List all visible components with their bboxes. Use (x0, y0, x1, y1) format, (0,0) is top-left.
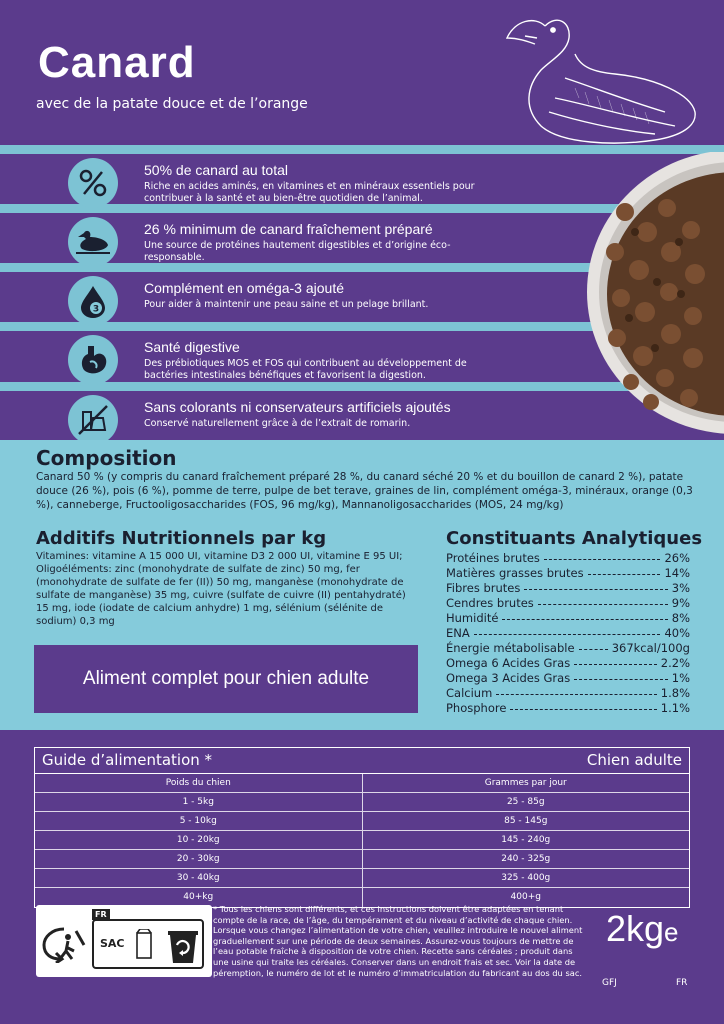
weight-cell: 5 - 10kg (179, 816, 217, 826)
constituant-label: Protéines brutes (446, 551, 540, 565)
grams-cell: 145 - 240g (362, 831, 690, 849)
constituant-value: 40% (664, 626, 690, 640)
table-row (35, 869, 689, 888)
constituant-value: 9% (671, 596, 690, 610)
benefit-text: Conservé naturellement grâce à de l’extrait de romarin. (144, 418, 411, 429)
composition-text: Canard 50 % (y compris du canard fraîchement préparé 28 %, du canard séché 20 % et du bouillon de canard 2 %), patate douce (26 %), pois (6 %), pomme de terre, pulpe de bet terave, graines de lin, complément oméga-3, minéraux, orange (0,3 %), canneberge, Fructooligosaccharides (FOS, 96 mg/kg), Mannanoligosaccharides (MOS, 24 mg/kg) (36, 471, 693, 511)
constituant-label: ENA (446, 626, 470, 640)
constituant-row (446, 701, 690, 716)
percent-icon (68, 158, 118, 208)
net-weight (606, 908, 679, 950)
estimated-sign: e (664, 917, 679, 947)
benefit-item (0, 272, 600, 330)
benefit-text: Des prébiotiques MOS et FOS qui contribuent au développement de bactéries intestinales bénéfiques et favorisent la digestion. (144, 358, 467, 381)
grams-cell: 400+g (362, 888, 690, 907)
constituant-label: Omega 3 Acides Gras (446, 671, 571, 685)
constituant-row (446, 581, 690, 596)
constituant-row (446, 641, 690, 656)
constituant-row (446, 611, 690, 626)
benefit-item (0, 213, 600, 271)
duck-icon (68, 217, 118, 267)
feeding-guide-title: Guide d’alimentation * (42, 751, 213, 769)
nutrition-section (0, 440, 724, 730)
complete-food-label: Aliment complet pour chien adulte (34, 645, 418, 713)
bag-icon (136, 929, 152, 959)
weight-cell: 20 - 30kg (176, 854, 220, 864)
constituant-label: Phosphore (446, 701, 507, 715)
table-row (35, 831, 689, 850)
constituant-value: 8% (671, 611, 690, 625)
constituants-title: Constituants Analytiques (446, 528, 703, 549)
constituant-row (446, 686, 690, 701)
constituant-value: 1% (671, 671, 690, 685)
constituant-row (446, 566, 690, 581)
product-title: Canard (38, 38, 196, 87)
feeding-guide-table (34, 747, 690, 908)
constituant-label: Calcium (446, 686, 493, 700)
weight-cell: 10 - 20kg (176, 835, 220, 845)
constituant-label: Humidité (446, 611, 499, 625)
grams-cell: 85 - 145g (362, 812, 690, 830)
constituant-value: 1.8% (660, 686, 690, 700)
constituant-label: Énergie métabolisable (446, 641, 575, 655)
net-weight-value: 2kg (606, 908, 665, 949)
constituant-value: 367kcal/100g (611, 641, 690, 655)
weight-cell: 1 - 5kg (182, 797, 214, 807)
constituant-row (446, 656, 690, 671)
additifs-title: Additifs Nutritionnels par kg (36, 528, 327, 549)
benefit-title: Sans colorants ni conservateurs artificiels ajoutés (144, 399, 451, 415)
column-header: Grammes par jour (362, 774, 690, 792)
duck-illustration-icon (505, 8, 700, 148)
additifs-text: Vitamines: vitamine A 15 000 UI, vitamine D3 2 000 UI, vitamine E 95 UI; Oligoéléments: zinc (monohydrate de sulfate de zinc) 50 mg, fer (monohydrate de sulfate de fer (II)) 50 mg, manganèse (monohydrate de sulfate de manganèse) 35 mg, cuivre (sulfate de cuivre (II) pentahydraté) 15 mg, iode (iodate de calcium anhydre) 1 mg, sélénium (sélénite de sodium) 0,3 mg (36, 551, 406, 627)
column-header: Poids du chien (165, 778, 231, 788)
triman-icon (40, 925, 88, 963)
constituant-label: Omega 6 Acides Gras (446, 656, 571, 670)
gfj-code: GFJ (602, 978, 617, 988)
constituant-label: Fibres brutes (446, 581, 521, 595)
feeding-guide-header (35, 748, 689, 774)
footnote: * Tous les chiens sont différents, et ces instructions doivent être adaptées en tenant compte de la race, de l’âge, du tempérament et du niveau d’activité de chaque chien. Lorsque vous changez l’alimentation de votre chien, veuillez introduire le nouvel aliment graduellement sur une période de deux semaines. Assurez-vous toujours de mettre de l’eau potable fraîche à disposition de votre chien. Recette sans céréales ; produit dans une usine qui traite les céréales. Conserver dans un endroit frais et sec. Voir la date de péremption, le numéro de lot et le numéro d’immatriculation du fabricant au dos du sac. (213, 904, 583, 978)
grams-cell: 240 - 325g (362, 850, 690, 868)
recycling-info (36, 905, 212, 977)
table-row (35, 850, 689, 869)
constituant-value: 2.2% (660, 656, 690, 670)
fr-code: FR (676, 978, 688, 988)
sac-label: SAC (100, 937, 125, 950)
constituant-value: 26% (664, 551, 690, 565)
sac-box (92, 919, 204, 969)
product-subtitle: avec de la patate douce et de l’orange (36, 96, 308, 112)
feeding-guide-subtitle: Chien adulte (586, 751, 682, 769)
constituant-row (446, 671, 690, 686)
benefit-title: 50% de canard au total (144, 162, 288, 178)
constituant-row (446, 596, 690, 611)
benefit-item (0, 331, 600, 389)
stomach-icon (68, 335, 118, 385)
table-header-row (35, 774, 689, 793)
recycling-bin-icon (166, 925, 200, 965)
grams-cell: 25 - 85g (362, 793, 690, 811)
benefit-title: Santé digestive (144, 339, 240, 355)
benefit-text: Riche en acides aminés, en vitamines et en minéraux essentiels pour contribuer à la santé et au bien-être quotidien de l’animal. (144, 181, 475, 204)
benefit-item (0, 154, 600, 212)
benefit-text: Pour aider à maintenir une peau saine et un pelage brillant. (144, 299, 429, 310)
fr-tag: FR (92, 909, 110, 920)
constituant-label: Cendres brutes (446, 596, 534, 610)
constituant-value: 3% (671, 581, 690, 595)
constituant-label: Matières grasses brutes (446, 566, 584, 580)
composition-title: Composition (36, 446, 177, 470)
constituant-row (446, 551, 690, 566)
kibble-bowl-image (585, 152, 724, 442)
constituant-row (446, 626, 690, 641)
benefit-title: Complément en oméga-3 ajouté (144, 280, 345, 296)
weight-cell: 30 - 40kg (176, 873, 220, 883)
omega-drop-icon (68, 276, 118, 326)
benefit-text: Une source de protéines hautement digestibles et d’origine éco-responsable. (144, 240, 451, 263)
constituants-list (446, 551, 690, 716)
table-row (35, 812, 689, 831)
constituant-value: 14% (664, 566, 690, 580)
no-additives-icon (68, 395, 118, 445)
svg-text:3: 3 (92, 304, 100, 315)
weight-cell: 40+kg (183, 892, 214, 902)
table-row (35, 793, 689, 812)
benefit-title: 26 % minimum de canard fraîchement préparé (144, 221, 433, 237)
grams-cell: 325 - 400g (362, 869, 690, 887)
constituant-value: 1.1% (660, 701, 690, 715)
